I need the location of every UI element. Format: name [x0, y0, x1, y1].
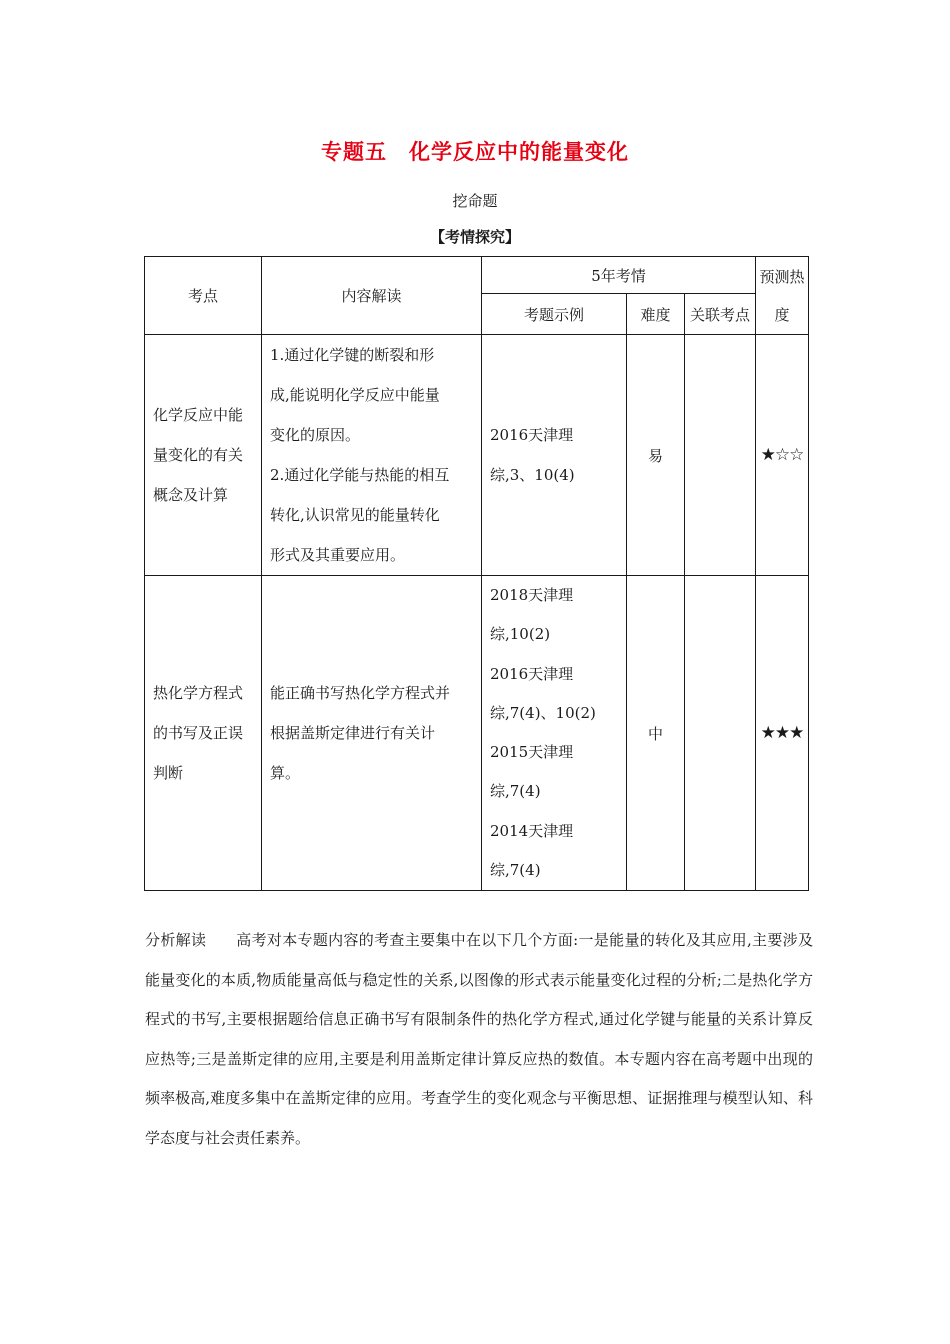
text-line: 的书写及正误: [153, 724, 244, 743]
text-line: 2015天津理: [490, 743, 574, 762]
text-line: 量变化的有关: [153, 446, 244, 464]
text-line: 综,7(4): [490, 782, 541, 801]
analysis-paragraph: [145, 921, 813, 1158]
row2-related: [685, 576, 756, 891]
exam-analysis-table: [144, 256, 809, 891]
header-hot-line1: 预测热: [759, 267, 805, 286]
section-heading: 【考情探究】: [429, 228, 520, 246]
text-line: 2014天津理: [490, 821, 574, 840]
table-row: [145, 576, 809, 891]
text-line: 综,7(4)、10(2): [490, 703, 596, 722]
row1-related: [685, 335, 756, 576]
header-difficulty: 难度: [627, 294, 685, 335]
header-examples: 考题示例: [482, 294, 627, 335]
text-line: 概念及计算: [153, 486, 229, 504]
row1-examples: [482, 335, 627, 576]
text-line: 能正确书写热化学方程式并: [270, 684, 451, 703]
page-title: 专题五 化学反应中的能量变化: [321, 140, 629, 164]
row2-difficulty: 中: [627, 576, 685, 891]
header-topic: 考点: [145, 257, 262, 335]
text-line: 化学反应中能: [153, 406, 244, 424]
text-line: 2.通过化学能与热能的相互: [270, 466, 450, 484]
text-line: 热化学方程式: [153, 684, 244, 703]
row2-examples: [482, 576, 627, 891]
text-line: 形式及其重要应用。: [270, 546, 406, 564]
row2-content: [262, 576, 482, 891]
text-line: 2018天津理: [490, 586, 574, 604]
analysis-text: 高考对本专题内容的考查主要集中在以下几个方面:一是能量的转化及其应用,主要涉及能量变化的本质,物质能量高低与稳定性的关系,以图像的形式表示能量变化过程的分析;二是热化学方程式的书写,主要根据题给信息正确书写有限制条件的热化学方程式,通过化学键与能量的关系计算反应热等;三是盖斯定律的应用,主要是利用盖斯定律计算反应热的数值。本专题内容在高考题中出现的频率极高,难度多集中在盖斯定律的应用。考查学生的变化观念与平衡思想、证据推理与模型认知、科学态度与社会责任素养。: [145, 931, 813, 1147]
text-line: 2016天津理: [490, 664, 574, 683]
analysis-lead: 分析解读: [145, 931, 207, 949]
row1-hot-stars: ★☆☆: [756, 335, 809, 576]
text-line: 转化,认识常见的能量转化: [270, 506, 440, 524]
text-line: 2016天津理: [490, 426, 574, 444]
text-line: 根据盖斯定律进行有关计: [270, 724, 436, 743]
row1-topic: [145, 335, 262, 576]
text-line: 变化的原因。: [270, 426, 361, 444]
header-related: 关联考点: [685, 294, 756, 335]
text-line: 综,3、10(4): [490, 466, 575, 484]
text-line: 判断: [153, 764, 184, 783]
text-line: 综,7(4): [490, 861, 541, 880]
text-line: 算。: [270, 764, 301, 783]
header-five-year: 5年考情: [482, 257, 756, 294]
row2-hot-stars: ★★★: [756, 576, 809, 891]
row2-topic: [145, 576, 262, 891]
text-line: 1.通过化学键的断裂和形: [270, 346, 435, 364]
header-hot-line2: 度: [774, 305, 790, 324]
header-hot: [756, 257, 809, 335]
row1-difficulty: 易: [627, 335, 685, 576]
row1-content: [262, 335, 482, 576]
text-line: 成,能说明化学反应中能量: [270, 386, 440, 404]
header-content: 内容解读: [262, 257, 482, 335]
table-row: [145, 335, 809, 576]
section-subtitle: 挖命题: [452, 192, 498, 210]
text-line: 综,10(2): [490, 625, 551, 644]
